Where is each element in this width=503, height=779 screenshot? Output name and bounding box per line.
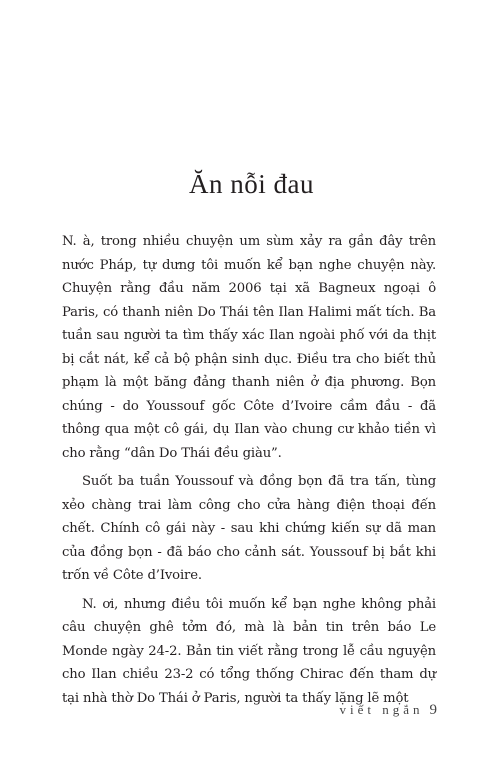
paragraph-3: N. ơi, nhưng điều tôi muốn kể bạn nghe không phải câu chuyện ghê tởm đó, mà là bản tin trên báo Le Monde ngày 24-2. Bản tin viết rằng trong lễ cầu nguyện cho Ilan chiều 23-2 có tổng thống Chirac đến tham dự tại nhà thờ Do Thái ở Paris, người ta thấy lặng lẽ một [62, 596, 436, 706]
paragraph-1: N. à, trong nhiều chuyện um sùm xảy ra gần đây trên nước Pháp, tự dưng tôi muốn kể bạn nghe chuyện này. Chuyện rằng đầu năm 2006 tại xã Bagneux ngoại ô Paris, có thanh niên Do Thái tên Ilan Halimi mất tích. Ba tuần sau người ta tìm thấy xác Ilan ngoài phố với da thịt bị cắt nát, kể cả bộ phận sinh dục. Điều tra cho biết thủ phạm là một băng đảng thanh niên ở địa phương. Bọn chúng - do Youssouf gốc Côte d’Ivoire cầm đầu - đã thông qua một cô gái, dụ Ilan vào chung cư khảo tiền vì cho rằng “dân Do Thái đều giàu”. [62, 234, 436, 461]
running-title: viết ngắn [339, 702, 424, 717]
page-footer [339, 702, 437, 719]
chapter-body [62, 230, 436, 715]
page-number: 9 [429, 702, 437, 718]
paragraph-2: Suốt ba tuần Youssouf và đồng bọn đã tra tấn, tùng xẻo chàng trai làm công cho cửa hàng điện thoại đến chết. Chính cô gái này - sau khi chứng kiến sự dã man của đồng bọn - đã báo cho cảnh sát. Youssouf bị bắt khi trốn về Côte d’Ivoire. [62, 474, 436, 583]
chapter-title: Ăn nỗi đau [189, 169, 314, 199]
